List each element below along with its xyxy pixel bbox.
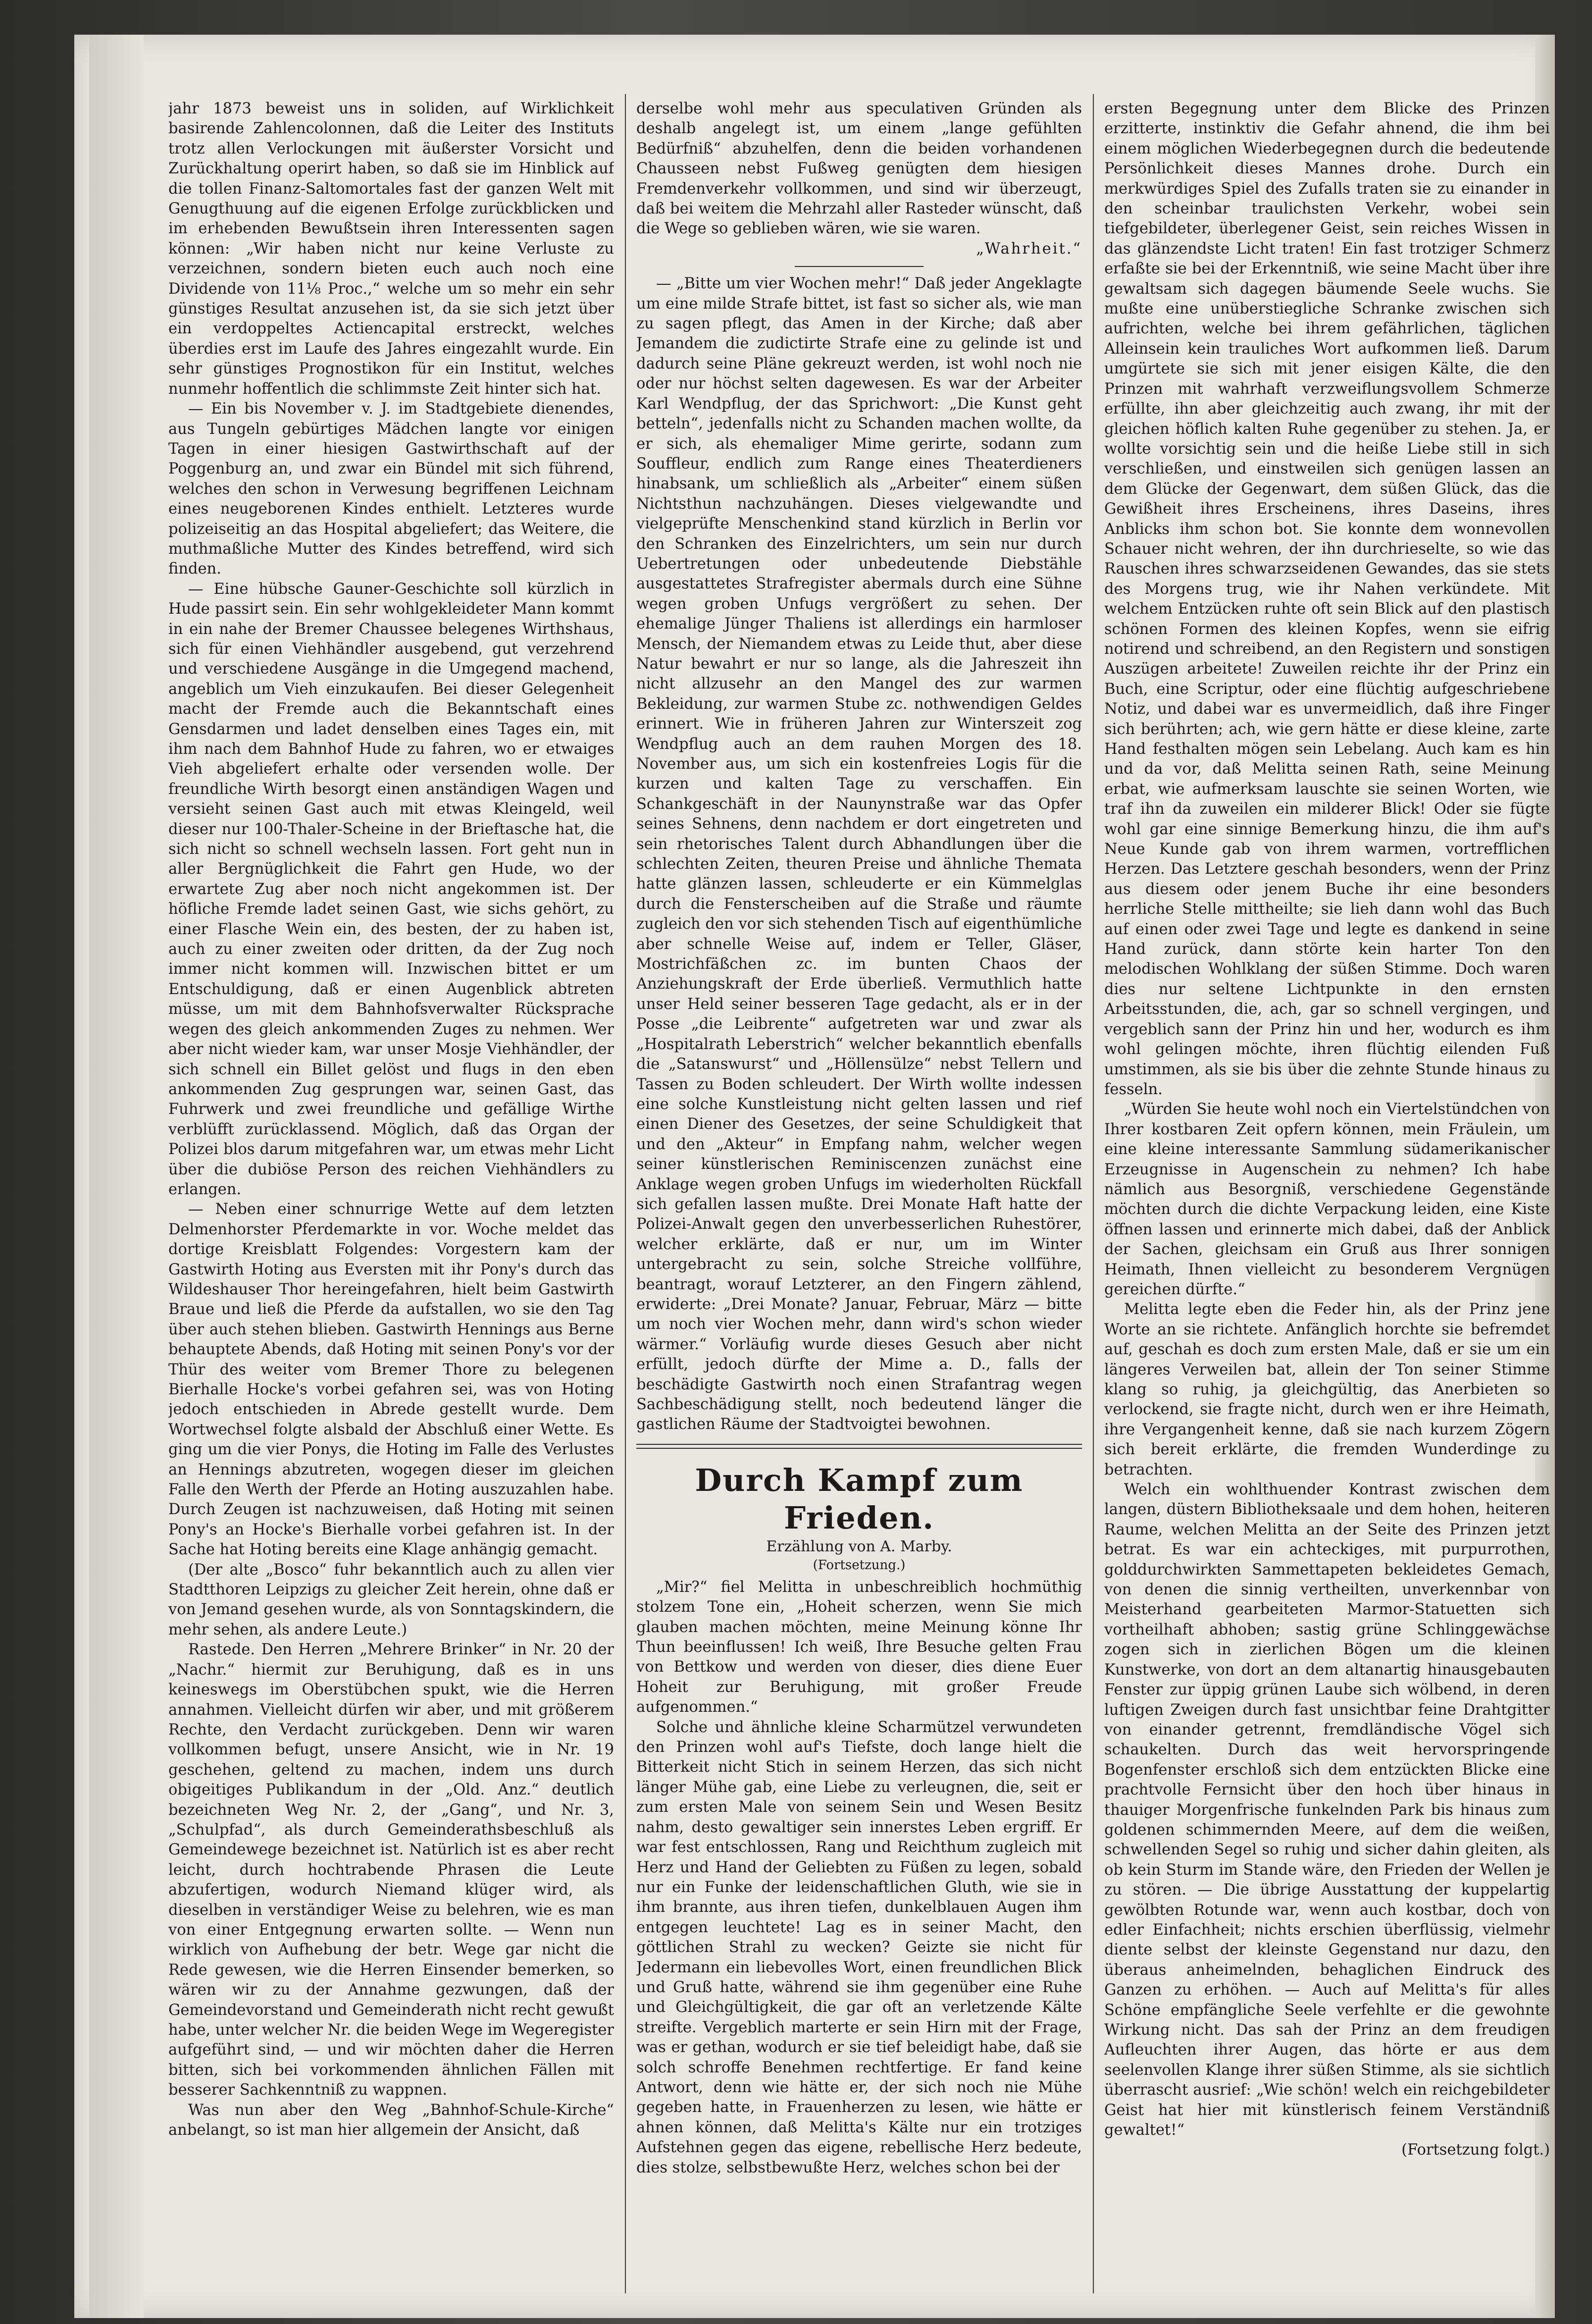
- story-note: (Fortsetzung.): [813, 1557, 906, 1573]
- article-paragraph: (Der alte „Bosco“ fuhr bekanntlich auch zu allen vier Stadtthoren Leipzigs zu gleicher Zeit herein, ohne daß er von Jemand gesehen wurde, als von Sonntagskindern, die mehr sehen, als andere Leute.): [168, 1561, 614, 1638]
- column-rule-right: [1093, 94, 1094, 2293]
- article-paragraph: Rastede. Den Herren „Mehrere Brinker“ in Nr. 20 der „Nachr.“ hiermit zur Beruhigung, daß es in uns keineswegs im Oberstübchen spukt, wie die Herren annahmen. Vielleicht dürfen wir aber, und mit größerem Rechte, den Verdacht zurückgeben. Denn wir waren vollkommen befugt, unsere Ansicht, wie in Nr. 19 geschehen, geltend zu machen, indem uns durch obigeitiges Publikandum in der „Old. Anz.“ deutlich bezeichneten Weg Nr. 2, der „Gang“, und Nr. 3, „Schulpfad“, als durch Gemeinderathsbeschluß als Gemeindewege bezeichnet ist. Natürlich ist es aber recht leicht, durch hochtrabende Phrasen die Leute abzufertigen, wodurch Niemand klüger wird, als dieselben in verständiger Weise zu belehren, wie es man von einer Entgegnung erwarten sollte. — Wenn nun wirklich von Aufhebung der betr. Wege gar nicht die Rede gewesen, wie die Herren Einsender bemerken, so wären wir zu der Annahme gezwungen, daß der Gemeindevorstand und Gemeinderath nicht recht gewußt habe, unter welcher Nr. die beiden Wege im Wegeregister aufgeführt sind, — und wir möchten daher die Herren bitten, sich bei vorkommenden ähnlichen Fällen mit besserer Sachkenntniß zu wappnen.: [168, 1641, 614, 2099]
- newspaper-page: [74, 35, 1555, 2318]
- article-paragraph: jahr 1873 beweist uns in soliden, auf Wirklichkeit basirende Zahlencolonnen, daß die Leiter des Instituts trotz allen Verlockungen mit äußerster Vorsicht und Zurückhaltung operirt haben, so daß sie im Hinblick auf die tollen Finanz-Saltomortales fast der ganzen Welt mit Genugthuung auf die eigenen Erfolge zurückblicken und im erhebenden Bewußtsein ihren Interessenten sagen können: „Wir haben nicht nur keine Verluste zu verzeichnen, sondern bieten euch auch noch eine Dividende von 11⅛ Proc.,“ welche um so mehr ein sehr günstiges Resultat anzusehen ist, da sie sich jetzt über ein verdoppeltes Actiencapital erstreckt, welches überdies erst im Laufe des Jahres eingezahlt wurde. Ein sehr günstiges Prognostikon für ein Institut, welches nunmehr hoffentlich die schlimmste Zeit hinter sich hat.: [168, 100, 614, 398]
- article-paragraph: — „Bitte um vier Wochen mehr!“ Daß jeder Angeklagte um eine milde Strafe bittet, ist fast so sicher als, wie man zu sagen pflegt, das Amen in der Kirche; daß aber Jemandem die zudictirte Strafe eine zu gelinde ist und dadurch seine Pläne gekreuzt werden, ist wohl noch nie oder nur höchst selten dagewesen. Es war der Arbeiter Karl Wendpflug, der das Sprichwort: „Die Kunst geht betteln“, jedenfalls nicht zu Schanden machen wollte, da er sich, als ehemaliger Mime gerirte, sodann zum Souffleur, endlich zum Range eines Theaterdieners hinabsank, um schließlich als „Arbeiter“ einem süßen Nichtsthun nachzuhängen. Dieses vielgewandte und vielgeprüfte Menschenkind stand kürzlich in Berlin vor den Schranken des Einzelrichters, um sein nur durch Uebertretungen oder unbedeutende Diebstähle ausgestattetes Strafregister abermals durch eine Sühne wegen groben Unfugs vergrößert zu sehen. Der ehemalige Jünger Thaliens ist allerdings ein harmloser Mensch, der Niemandem etwas zu Leide thut, aber diese Natur bewahrt er nur so lange, als die Jahreszeit ihn nicht allzusehr an den Mangel des zur warmen Bekleidung, zur warmen Stube zc. nothwendigen Geldes erinnert. Wie in früheren Jahren zur Winterszeit zog Wendpflug auch an dem rauhen Morgen des 18. November aus, um sich ein kostenfreies Logis für die kurzen und kalten Tage zu verschaffen. Ein Schankgeschäft in der Naunynstraße war das Opfer seines Sehnens, denn nachdem er dort eingetreten und sein rhetorisches Talent durch Abhandlungen über die schlechten Zeiten, theuren Preise und ähnliche Themata hatte glänzen lassen, schleuderte er ein Kümmelglas durch die Fensterscheiben auf die Straße und räumte zugleich den vor sich stehenden Tisch auf eigenthümliche aber schnelle Weise auf, indem er Teller, Gläser, Mostrichfäßchen zc. im bunten Chaos der Anziehungskraft der Erde überließ. Vermuthlich hatte unser Held seiner besseren Tage gedacht, als er in der Posse „die Leibrente“ aufgetreten war und zwar als „Hospitalrath Leberstrich“ welcher bekanntlich ebenfalls die „Satanswurst“ und „Höllensülze“ nebst Tellern und Tassen zu Boden schleudert. Der Wirth wollte indessen eine solche Kunstleistung nicht gelten lassen und rief einen Diener des Gesetzes, der seine Schuldigkeit that und den „Akteur“ in Empfang nahm, welcher wegen seiner künstlerischen Reminiscenzen zunächst eine Anklage wegen groben Unfugs im wiederholten Rückfall sich gefallen lassen mußte. Drei Monate Haft hatte der Polizei-Anwalt gegen den unverbesserlichen Ruhestörer, welcher erklärte, daß er nur, um im Winter untergebracht zu sein, solche Streiche vollführe, beantragt, worauf Letzterer, an den Fingern zählend, erwiderte: „Drei Monate? Januar, Februar, März — bitte um noch vier Wochen mehr, dann wird's schon wieder wärmer.“ Vorläufig wurde dieses Gesuch aber nicht erfüllt, jedoch dürfte der Mime a. D., falls der beschädigte Gastwirth noch einen Strafantrag wegen Sachbeschädigung stellt, noch bedeutend länger die gastlichen Räume der Stadtvoigtei bewohnen.: [636, 275, 1082, 1433]
- column-1: [168, 99, 614, 2288]
- article-paragraph: — Eine hübsche Gauner-Geschichte soll kürzlich in Hude passirt sein. Ein sehr wohlgekleideter Mann kommt in ein nahe der Bremer Chaussee belegenes Wirthshaus, sich für einen Viehhändler ausgebend, gut verzehrend und verschiedene Ausgänge in die Umgegend machend, angeblich um Vieh einzukaufen. Bei dieser Gelegenheit macht der Fremde auch die Bekanntschaft eines Gensdarmen und ladet denselben eines Tages ein, mit ihm nach dem Bahnhof Hude zu fahren, wo er etwaiges Vieh abgeliefert erhalte oder versenden wolle. Der freundliche Wirth besorgt einen anständigen Wagen und versieht seinen Gast auch mit etwas Kleingeld, weil dieser nur 100-Thaler-Scheine in der Brieftasche hat, die sich nicht so schnell wechseln lassen. Fort geht nun in aller Bergnüglichkeit die Fahrt gen Hude, wo der erwartete Zug aber noch nicht angekommen ist. Der höfliche Fremde ladet seinen Gast, wie sichs gehört, zu einer Flasche Wein ein, des besten, der zu haben ist, auch zu einer zweiten oder dritten, da der Zug noch immer nicht kommen will. Inzwischen bittet er um Entschuldigung, daß er einen Augenblick abtreten müsse, um mit dem Bahnhofsverwalter Rücksprache wegen des gleich ankommenden Zuges zu nehmen. Wer aber nicht wieder kam, war unser Mosje Viehhändler, der sich schnell ein Billet gelöst und flugs in den eben ankommenden Zug gesprungen war, seinen Gast, das Fuhrwerk und zwei freundliche und gefällige Wirthe verblüfft zurücklassend. Möglich, daß das Organ der Polizei blos darum mitgefahren war, um etwas mehr Licht über die dubiöse Person des reichen Viehhändlers zu erlangen.: [168, 580, 614, 1198]
- page-binding-margin: [89, 35, 144, 2318]
- story-paragraph: Welch ein wohlthuender Kontrast zwischen dem langen, düstern Bibliotheksaale und dem hohen, heiteren Raume, welchen Melitta an der Seite des Prinzen jetzt betrat. Es war ein achteckiges, mit purpurrothen, golddurchwirkten Sammettapeten bekleidetes Gemach, von denen die sinnig vertheilten, unverkennbar von Meisterhand gearbeiteten Marmor-Statuetten sich vortheilhaft abhoben; sastig grüne Schlinggewächse zogen sich in zierlichen Bögen um die kleinen Kunstwerke, von dort an dem altanartig hinausgebauten Fenster zur üppig grünen Laube sich wölbend, in deren luftigen Zweigen durch fast unsichtbar feine Drahtgitter von einander getrennt, fremdländische Vögel sich schaukelten. Durch das weit hervorspringende Bogenfenster erschloß sich dem entzückten Blicke eine prachtvolle Fernsicht über den hoch über hinaus in thauiger Morgenfrische funkelnden Park bis hinaus zum goldenen schimmernden Meere, auf dem die weißen, schwellenden Segel so ruhig und sicher dahin gleiten, als ob kein Sturm im Stande wäre, den Frieden der Wellen je zu stören. — Die übrige Ausstattung der kuppelartig gewölbten Rotunde war, wenn auch kostbar, doch von edler Einfachheit; nichts erschien überflüssig, vielmehr diente selbst der kleinste Gegenstand nur dazu, den überaus anheimelnden, behaglichen Eindruck des Ganzen zu erhöhen. — Auch auf Melitta's für alles Schöne empfängliche Seele verfehlte er die gewohnte Wirkung nicht. Das sah der Prinz an dem freudigen Aufleuchten ihrer Augen, das hörte er aus dem seelenvollen Klange ihrer süßen Stimme, als sie sichtlich überrascht ausrief: „Wie schön! welch ein reichgebildeter Geist hat hier mit künstlerisch feinem Verständniß gewaltet!“: [1104, 1481, 1550, 2139]
- column-3: [1104, 99, 1550, 2288]
- article-paragraph: — Ein bis November v. J. im Stadtgebiete dienendes, aus Tungeln gebürtiges Mädchen langte vor einigen Tagen in einer hiesigen Gastwirthschaft auf der Poggenburg an, und zwar ein Bündel mit sich führend, welches den schon in Verwesung begriffenen Leichnam eines neugeborenen Kindes enthielt. Letzteres wurde polizeiseitig an das Hospital abgeliefert; das Weitere, die muthmaßliche Mutter des Kindes betreffend, wird sich finden.: [168, 400, 614, 578]
- story-paragraph: ersten Begegnung unter dem Blicke des Prinzen erzitterte, instinktiv die Gefahr ahnend, die ihm bei einem möglichen Wiederbegegnen durch die bedeutende Persönlichkeit dieses Mannes drohe. Durch ein merkwürdiges Spiel des Zufalls traten sie zu einander in den scheinbar traulichsten Verkehr, wobei sein tiefgebildeter, überlegener Geist, sein reiches Wissen in das glänzendste Licht traten! Ein fast trotziger Schmerz erfaßte sie bei der Erkenntniß, wie seine Macht über ihre gewaltsam sich dagegen bäumende Seele wuchs. Sie mußte eine unüberstiegliche Schranke zwischen sich aufrichten, welche bei ihrem gefährlichen, täglichen Alleinsein kein trauliches Wort aufkommen ließ. Darum umgürtete sie sich mit jener eisigen Kälte, die den Prinzen mit wahrhaft verzweiflungsvollem Schmerze erfüllte, ihn aber gleichzeitig auch zwang, ihr mit der gleichen höflich kalten Ruhe gegenüber zu stehen. Ja, er wollte vorsichtig sein und die heiße Liebe still in sich verschließen, und einstweilen sich genügen lassen an dem Glücke der Gegenwart, dem süßen Glück, das die Gewißheit ihres Erscheinens, ihres Daseins, ihres Anblicks ihm schon bot. Sie konnte dem wonnevollen Schauer nicht wehren, der ihn durchrieselte, so wie das Rauschen ihres schwarzseidenen Gewandes, das sie stets des Morgens trug, wie ihr Nahen verkündete. Mit welchem Entzücken ruhte oft sein Blick auf den plastisch schönen Formen des kleinen Kopfes, wenn sie eifrig notirend und schreibend, an den Registern und sonstigen Auszügen arbeitete! Zuweilen reichte ihr der Prinz ein Buch, eine Scriptur, oder eine flüchtig aufgeschriebene Notiz, und dabei war es unvermeidlich, daß ihre Finger sich berührten; ach, wie gern hätte er diese kleine, zarte Hand festhalten mögen sein Lebelang. Auch kam es hin und da vor, daß Melitta seinen Rath, seine Meinung erbat, wie aufmerksam lauschte sie seinen Worten, wie traf ihn da zuweilen ein milderer Blick! Oder sie fügte wohl gar eine sinnige Bemerkung hinzu, die ihm auf's Neue Kunde gab von ihrem warmen, vortrefflichen Herzen. Das Letztere geschah besonders, wenn der Prinz aus diesem oder jenem Buche ihr eine besonders herrliche Stelle mittheilte; sie lieh dann wohl das Buch auf einen oder zwei Tage und legte es dankend in seine Hand zurück, dann störte kein harter Ton den melodischen Wohlklang der süßen Stimme. Doch waren dies nur seltene Lichtpunkte in den ernsten Arbeitsstunden, die, ach, gar so schnell vergingen, und vergeblich sann der Prinz hin und her, wodurch es ihm wohl gelingen möchte, ihren flüchtig eilenden Fuß umstimmen, als sie bis über die zehnte Stunde hinaus zu fesseln.: [1104, 100, 1550, 1098]
- story-paragraph: Melitta legte eben die Feder hin, als der Prinz jene Worte an sie richtete. Anfänglich horchte sie befremdet auf, geschah es doch zum ersten Male, daß er sie um ein längeres Verweilen bat, allein der Ton seiner Stimme klang so ruhig, ja gleichgültig, das Anerbieten so verlockend, sie fragte nicht, durch wen er ihre Heimath, ihre Vergangenheit kenne, daß sie nach kurzem Zögern sich bereit erklärte, die fremden Wunderdinge zu betrachten.: [1104, 1301, 1550, 1479]
- article-signature: „Wahrheit.“: [976, 240, 1082, 258]
- story-header: [636, 1462, 1082, 1574]
- continued-note: (Fortsetzung folgt.): [1401, 2141, 1550, 2159]
- story-subtitle: Erzählung von A. Marby.: [766, 1537, 952, 1555]
- story-paragraph: Solche und ähnliche kleine Scharmützel verwundeten den Prinzen wohl auf's Tiefste, doch lange hielt die Bitterkeit nicht Stich in seinem Herzen, das sich nicht länger Mühe gab, eine Liebe zu verleugnen, die, seit er zum ersten Male von seinem Sein und Wesen Besitz nahm, desto gewaltiger sein innerstes Leben ergriff. Er war fest entschlossen, Rang und Reichthum zugleich mit Herz und Hand der Geliebten zu Füßen zu legen, sobald nur ein Funke der leidenschaftlichen Gluth, wie sie in ihm brannte, aus ihren tiefen, dunkelblauen Augen ihm entgegen leuchtete! Lag es in seiner Macht, den göttlichen Strahl zu wecken? Geizte sie nicht für Jedermann ein liebevolles Wort, einen freundlichen Blick und Gruß hatte, während sie ihm gegenüber eine Ruhe und Gleichgültigkeit, die gar oft an verletzende Kälte streifte. Vergeblich marterte er sein Hirn mit der Frage, was er gethan, wodurch er sie tief beleidigt habe, daß sie solch schroffe Benehmen rechtfertige. Er fand keine Antwort, denn wie hätte er, der sich noch nie Mühe gegeben hatte, in Frauenherzen zu lesen, wie hätte er ahnen können, daß Melitta's Kälte nur ein trotziges Aufstehnen gegen das eigene, rebellische Herz bedeute, dies stolze, selbstbewußte Herz, welches schon bei der: [636, 1718, 1082, 2176]
- story-paragraph: „Mir?“ fiel Melitta in unbeschreiblich hochmüthig stolzem Tone ein, „Hoheit scherzen, wenn Sie mich glauben machen möchten, meine Meinung könne Ihr Thun beeinflussen! Ich weiß, Ihre Besuche gelten Frau von Bettkow und werden von dieser, dies diene Euer Hoheit zur Beruhigung, mit großer Freude aufgenommen.“: [636, 1578, 1082, 1716]
- story-paragraph: „Würden Sie heute wohl noch ein Viertelstündchen von Ihrer kostbaren Zeit opfern können, mein Fräulein, um eine kleine interessante Sammlung südamerikanischer Erzeugnisse in Augenschein zu nehmen? Ich habe nämlich aus Besorgniß, verschiedene Gegenstände möchten durch die dichte Verpackung leiden, eine Kiste öffnen lassen und erinnerte mich dabei, daß der Anblick der Sachen, gleichsam ein Gruß aus Ihrer sonnigen Heimath, Ihnen vielleicht zu besonderem Vergnügen gereichen dürfte.“: [1104, 1101, 1550, 1298]
- feuilleton-rule: [636, 1444, 1082, 1449]
- article-paragraph: derselbe wohl mehr aus speculativen Gründen als deshalb angelegt ist, um einem „lange gefühlten Bedürfniß“ abzuhelfen, denn die beiden vorhandenen Chausseen nebst Fußweg genügten dem hiesigen Fremdenverkehr vollkommen, und sind wir überzeugt, daß bei weitem die Mehrzahl aller Rasteder wünscht, daß die Wege so geblieben wären, wie sie waren.: [636, 100, 1082, 238]
- article-divider: [795, 266, 924, 267]
- story-title: Durch Kampf zum Frieden.: [695, 1462, 1024, 1536]
- column-2: [636, 99, 1082, 2288]
- article-paragraph: Was nun aber den Weg „Bahnhof-Schule-Kirche“ anbelangt, so ist man hier allgemein der Ansicht, daß: [168, 2101, 614, 2139]
- article-paragraph: — Neben einer schnurrige Wette auf dem letzten Delmenhorster Pferdemarkte in vor. Woche meldet das dortige Kreisblatt Folgendes: Vorgestern kam der Gastwirth Hoting aus Eversten mit ihr Pony's durch das Wildeshauser Thor hereingefahren, hielt beim Gastwirth Braue und ließ die Pferde da aufstallen, wo sie den Tag über auch stehen blieben. Gastwirth Hennings aus Berne behauptete Abends, daß Hoting mit seinen Pony's vor der Thür des weiter vom Bremer Thore zu belegenen Bierhalle Hocke's vorbei gefahren sei, was von Hoting jedoch entschieden in Abrede gestellt wurde. Dem Wortwechsel folgte alsbald der Abschluß einer Wette. Es ging um die vier Ponys, die Hoting im Falle des Verlustes an Hennings abzutreten, wogegen dieser im gleichen Falle den Werth der Pferde an Hoting auszuzahlen habe. Durch Zeugen ist nachzuweisen, daß Hoting mit seinen Pony's an Hocke's Bierhalle vorbei gefahren ist. In der Sache hat Hoting bereits eine Klage anhängig gemacht.: [168, 1201, 614, 1559]
- column-rule-left: [625, 94, 626, 2293]
